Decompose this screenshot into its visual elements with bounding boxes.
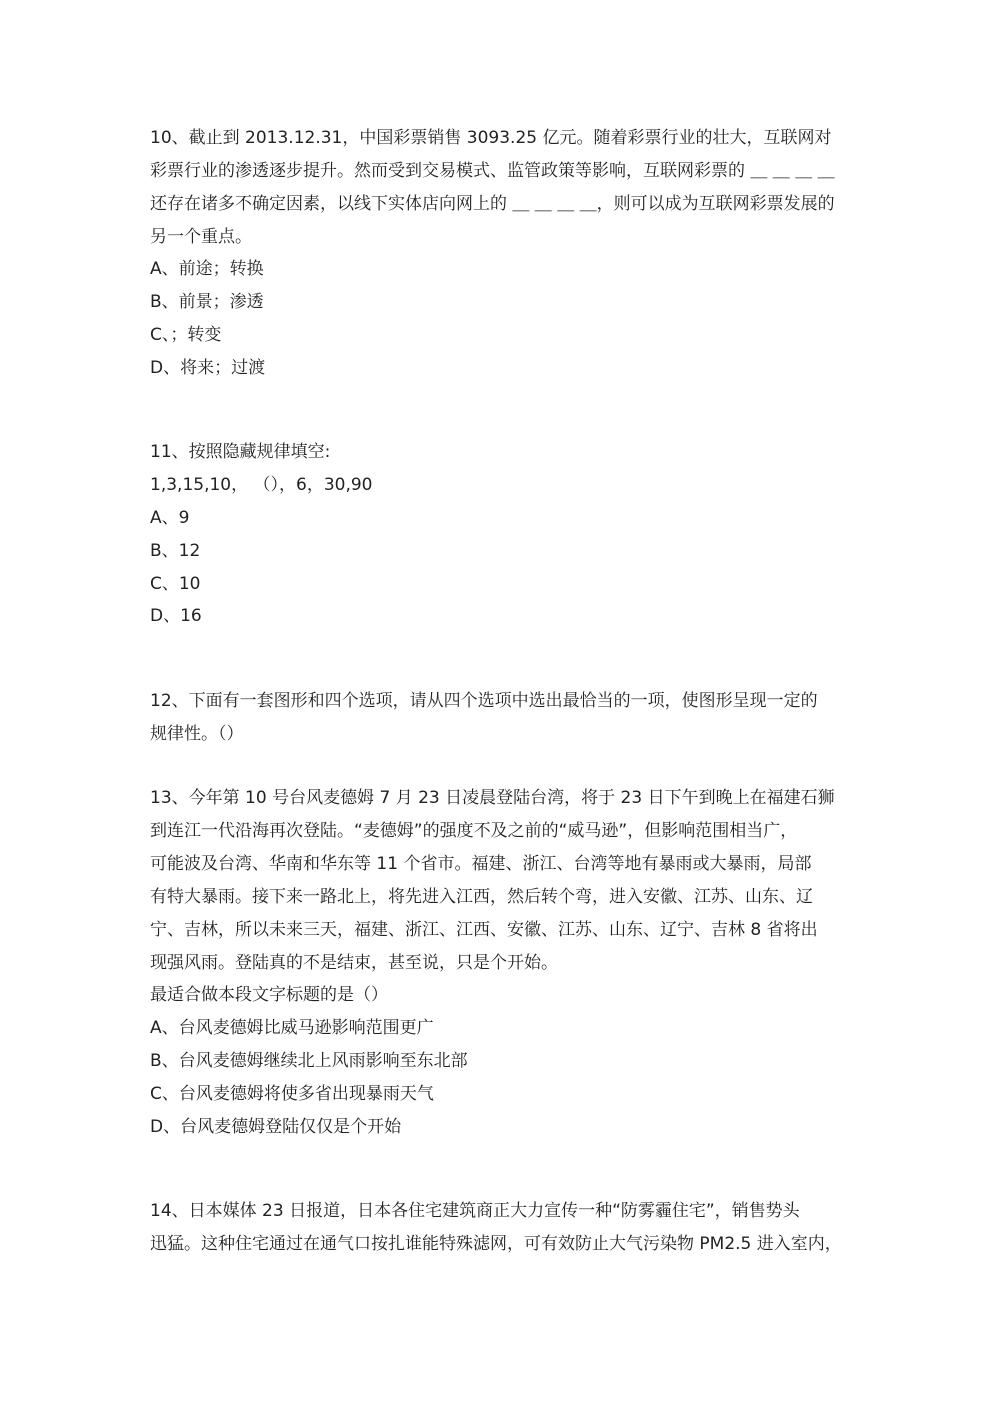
q13-stem-line-7: 最适合做本段文字标题的是（） (150, 985, 388, 1005)
q13-stem-line-5: 宁、吉林，所以未来三天，福建、浙江、江西、安徽、江苏、山东、辽宁、吉林 8 省将出 (150, 920, 818, 940)
q13-option-a: A、台风麦德姆比威马逊影响范围更广 (150, 1018, 434, 1038)
q13-option-c: C、台风麦德姆将使多省出现暴雨天气 (150, 1084, 434, 1104)
q12-stem-line-1: 12、下面有一套图形和四个选项，请从四个选项中选出最恰当的一项，使图形呈现一定的 (150, 691, 818, 711)
q13-stem-line-2: 到连江一代沿海再次登陆。“麦德姆”的强度不及之前的“威马逊”，但影响范围相当广， (150, 821, 798, 841)
q14-stem-line-1: 14、日本媒体 23 日报道，日本各住宅建筑商正大力宣传一种“防雾霾住宅”，销售势头 (150, 1201, 800, 1221)
q14-stem-line-2: 迅猛。这种住宅通过在通气口按扎谁能特殊滤网，可有效防止大气污染物 PM2.5 进入室内， (150, 1234, 842, 1254)
q13-stem-line-4: 有特大暴雨。接下来一路北上，将先进入江西，然后转个弯，进入安徽、江苏、山东、辽 (150, 887, 813, 907)
q11-stem-line-2: 1,3,15,10， （），6，30,90 (150, 475, 373, 495)
q11-option-c: C、10 (150, 574, 201, 594)
q13-stem-line-3: 可能波及台湾、华南和华东等 11 个省市。福建、浙江、台湾等地有暴雨或大暴雨，局部 (150, 854, 812, 874)
q10-stem-line-1: 10、截止到 2013.12.31，中国彩票销售 3093.25 亿元。随着彩票行业的壮大，互联网对 (150, 128, 832, 148)
q13-option-b: B、台风麦德姆继续北上风雨影响至东北部 (150, 1051, 468, 1071)
q10-option-d: D、将来；过渡 (150, 358, 266, 378)
q13-option-d: D、台风麦德姆登陆仅仅是个开始 (150, 1117, 402, 1137)
q11-option-a: A、9 (150, 508, 190, 528)
q10-option-b: B、前景；渗透 (150, 292, 264, 312)
q10-option-c: C、；转变 (150, 325, 222, 345)
q10-stem-line-2: 彩票行业的渗透逐步提升。然而受到交易模式、监管政策等影响，互联网彩票的 ＿ ＿ ＿ ＿ (150, 161, 835, 181)
q10-option-a: A、前途；转换 (150, 259, 264, 279)
q11-option-b: B、12 (150, 541, 201, 561)
q13-stem-line-1: 13、今年第 10 号台风麦德姆 7 月 23 日凌晨登陆台湾，将于 23 日下午到晚上在福建石狮 (150, 788, 835, 808)
q10-stem-line-3: 还存在诸多不确定因素，以线下实体店向网上的 ＿ ＿ ＿ ＿，则可以成为互联网彩票发展的 (150, 194, 835, 214)
q13-stem-line-6: 现强风雨。登陆真的不是结束，甚至说，只是个开始。 (150, 953, 558, 973)
q11-stem-line-1: 11、按照隐藏规律填空: (150, 442, 331, 462)
q12-stem-line-2: 规律性。（） (150, 724, 244, 744)
q11-option-d: D、16 (150, 606, 202, 626)
q10-stem-line-4: 另一个重点。 (150, 227, 252, 247)
